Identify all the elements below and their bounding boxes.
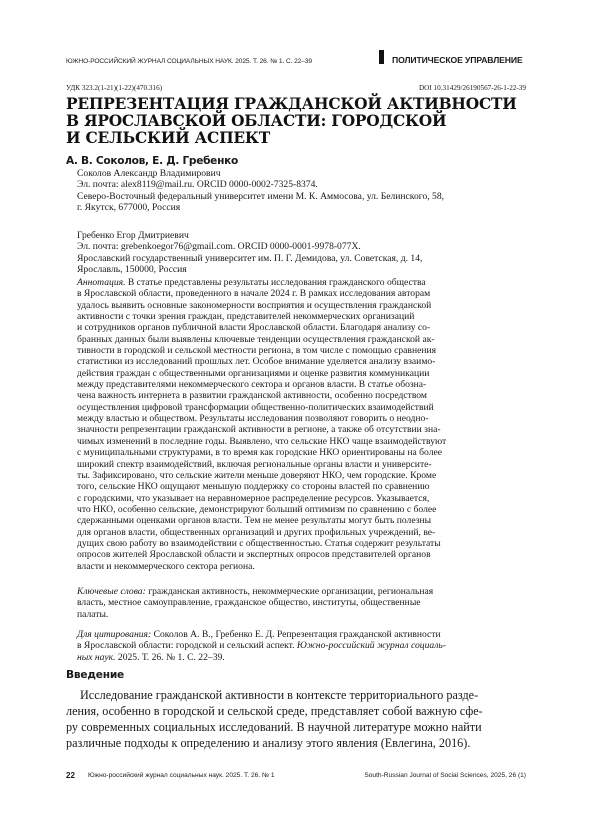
running-header-journal: ЮЖНО-РОССИЙСКИЙ ЖУРНАЛ СОЦИАЛЬНЫХ НАУК. 2025. Т. 26. № 1. С. 22–39 bbox=[66, 58, 312, 65]
udc-code: УДК 323.2(1-21)(1-22)(470.316) bbox=[66, 84, 163, 92]
citation-journal: Южно-российский журнал социаль- bbox=[294, 640, 446, 652]
keywords bbox=[77, 586, 517, 620]
keywords-line: власть, местное самоуправление, гражданское общество, институты, общественные bbox=[77, 597, 421, 609]
keywords-line bbox=[77, 586, 517, 597]
abstract-text: В статье представлены результаты исследования гражданского общества bbox=[125, 277, 426, 288]
author-name: Соколов Александр Владимирович bbox=[77, 168, 221, 179]
citation-text: Соколов А. В., Гребенко Е. Д. Репрезентация гражданской активности bbox=[151, 629, 441, 640]
body-paragraph bbox=[66, 688, 526, 752]
citation-text: 2025. Т. 26. № 1. С. 22–39. bbox=[115, 651, 225, 663]
abstract-line: власти и некоммерческого сектора региона. bbox=[77, 560, 255, 572]
abstract-line: того, сельские НКО ощущают меньшую поддержку со стороны властей по сравнению bbox=[77, 481, 430, 493]
body-line: Исследование гражданской активности в контексте территориального разде- bbox=[80, 688, 479, 702]
body-line: ления, особенно в городской и сельской среде, представляет собой важную сфе- bbox=[66, 703, 483, 718]
citation-label: Для цитирования: bbox=[77, 629, 152, 640]
abstract-line: статистики из исследований прошлых лет. Особое внимание уделяется анализу взаимо- bbox=[77, 356, 436, 368]
abstract-line: действия граждан с общественными организациями и оценке развития коммуникации bbox=[77, 367, 430, 379]
section-marker-bar bbox=[379, 50, 384, 64]
abstract-line: опросов жителей Ярославской области и экспертных опросов представителей органов bbox=[77, 549, 431, 561]
section-heading-introduction: Введение bbox=[66, 669, 125, 681]
author-affiliation: Северо-Восточный федеральный университет имени М. К. Аммосова, ул. Белинского, 58, bbox=[77, 190, 445, 202]
authors: А. В. Соколов, Е. Д. Гребенко bbox=[66, 155, 238, 167]
abstract-body bbox=[77, 288, 517, 572]
title-line: И СЕЛЬСКИЙ АСПЕКТ bbox=[66, 129, 270, 147]
citation-line bbox=[77, 640, 517, 651]
abstract-line: между представителями некоммерческого сектора и органов власти. В статье обозна- bbox=[77, 379, 427, 391]
author-address: Ярославль, 150000, Россия bbox=[77, 264, 187, 276]
author-contact: Эл. почта: grebenkoegor76@gmail.com. ORCID 0000-0001-9978-077X. bbox=[77, 241, 361, 253]
abstract-line: сдержанными оценками органов власти. Тем не менее результаты могут быть полезны bbox=[77, 515, 432, 527]
page-number: 22 bbox=[66, 771, 75, 780]
author-contact: Эл. почта: alex8119@mail.ru. ORCID 0000-0002-7325-8374. bbox=[77, 179, 318, 191]
author-affiliation: Ярославский государственный университет им. П. Г. Демидова, ул. Советская, д. 14, bbox=[77, 252, 423, 264]
citation-journal: ных наук. bbox=[77, 651, 116, 663]
abstract-line bbox=[77, 277, 517, 288]
abstract bbox=[77, 277, 517, 572]
abstract-line: тивности в городской и сельской местности региона, в том числе с помощью сравнения bbox=[77, 345, 437, 357]
author-address: г. Якутск, 677000, Россия bbox=[77, 202, 181, 214]
title-line: РЕПРЕЗЕНТАЦИЯ ГРАЖДАНСКОЙ АКТИВНОСТИ bbox=[66, 95, 517, 113]
abstract-line: бранных данных были выявлены ключевые тенденции осуществления гражданской ак- bbox=[77, 333, 435, 345]
abstract-line: активности с точки зрения граждан, представителей некоммерческих организаций bbox=[77, 311, 415, 323]
author-info-2 bbox=[77, 230, 537, 276]
abstract-line: широкий спектр взаимодействий, включая региональные органы власти и университе- bbox=[77, 458, 432, 470]
author-name: Гребенко Егор Дмитриевич bbox=[77, 230, 189, 241]
abstract-line: значности репрезентации гражданской активности в регионе, а также об отсутствии зна- bbox=[77, 424, 441, 436]
keywords-line: палаты. bbox=[77, 608, 109, 620]
citation-line bbox=[77, 652, 517, 663]
abstract-line: с городскими, что указывает на неравномерное распределение ресурсов. Указывается, bbox=[77, 492, 430, 504]
abstract-line: и сотрудников органов публичной власти Ярославской области. Благодаря анализу со- bbox=[77, 322, 431, 334]
abstract-line: в Ярославской области, проведенного в начале 2024 г. В рамках исследования авторам bbox=[77, 288, 431, 300]
keywords-label: Ключевые слова: bbox=[77, 586, 146, 597]
abstract-line: с муниципальными структурами, в то время как городские НКО ориентированы на более bbox=[77, 447, 443, 459]
abstract-line: ты. Зафиксировано, что сельские жители меньше доверяют НКО, чем городские. Кроме bbox=[77, 469, 437, 481]
keywords-text: гражданская активность, некоммерческие организации, региональная bbox=[145, 586, 434, 597]
abstract-line: между властью и обществом. Результаты исследования позволяют говорить о неодно- bbox=[77, 413, 429, 425]
author-info-1 bbox=[77, 168, 537, 214]
citation-line bbox=[77, 629, 517, 640]
section-label: ПОЛИТИЧЕСКОЕ УПРАВЛЕНИЕ bbox=[392, 55, 523, 65]
body-line: различные подходы к определению и анализу этого явления (Евлегина, 2016). bbox=[66, 735, 471, 750]
abstract-line: чена важность интернета в развитии гражданской активности, особенно посредством bbox=[77, 390, 427, 402]
abstract-label: Аннотация. bbox=[77, 277, 126, 288]
abstract-line: для органов власти, общественных организаций и других профильных учреждений, ве- bbox=[77, 526, 436, 538]
abstract-line: осуществления цифровой трансформации общественно-политических взаимодействий bbox=[77, 401, 434, 413]
title-line: В ЯРОСЛАВСКОЙ ОБЛАСТИ: ГОРОДСКОЙ bbox=[66, 112, 447, 130]
abstract-line: удалось выявить основные закономерности восприятия и осуществления гражданской bbox=[77, 299, 432, 311]
citation-text: в Ярославской области: городской и сельский аспект. bbox=[77, 640, 295, 652]
citation bbox=[77, 629, 517, 663]
article-title bbox=[66, 96, 536, 147]
body-line: ру современных социальных исследований. В научной литературе можно найти bbox=[66, 719, 482, 734]
abstract-line: что НКО, особенно сельские, демонстрируют больший оптимизм по сравнению с более bbox=[77, 503, 437, 515]
abstract-line: дущих свою работу во взаимодействии с общественностью. Статья содержит результаты bbox=[77, 537, 441, 549]
footer-journal-ru: Южно-российский журнал социальных наук. 2025. Т. 26. № 1 bbox=[88, 772, 275, 779]
footer-journal-en: South-Russian Journal of Social Sciences, 2025, 26 (1) bbox=[364, 772, 526, 779]
abstract-line: чимых изменений в последние годы. Выявлено, что сельские НКО чаще взаимодействуют bbox=[77, 435, 447, 447]
doi: DOI 10.31429/26190567-26-1-22-39 bbox=[418, 84, 526, 92]
